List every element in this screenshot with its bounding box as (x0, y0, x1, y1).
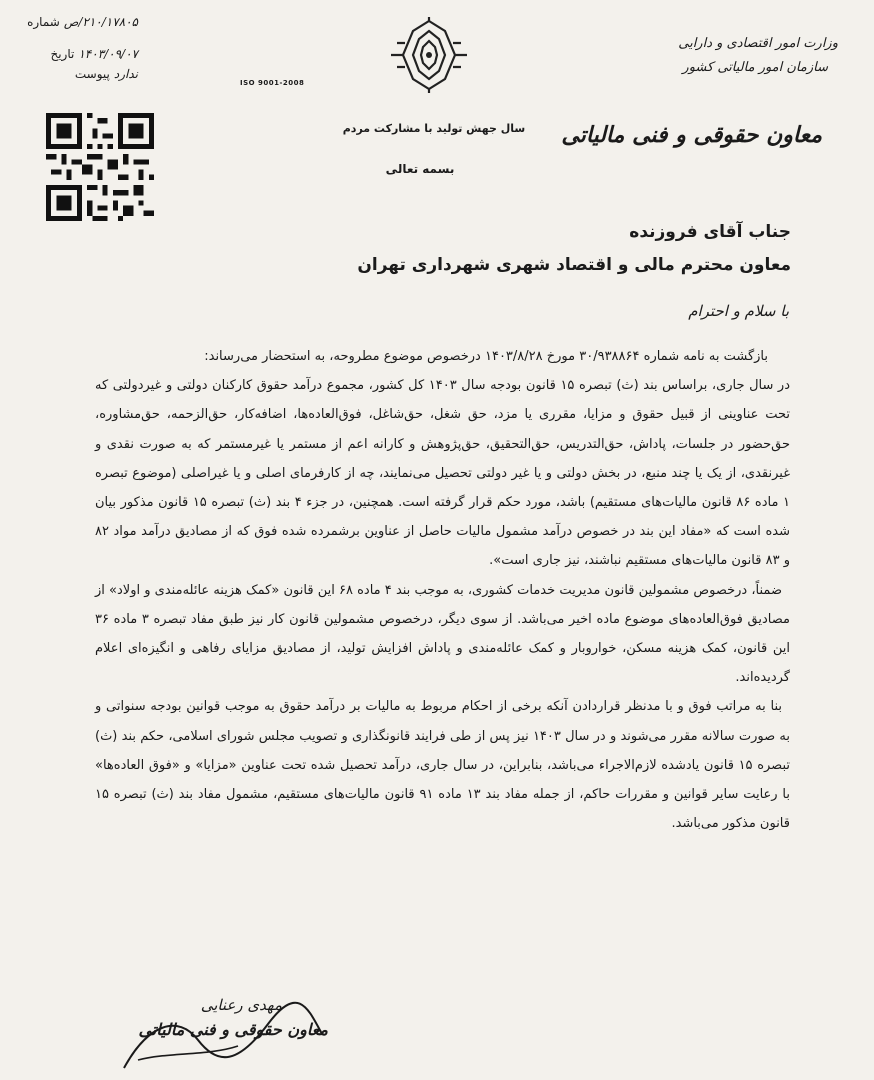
signer-name: مهدی رعنایی (200, 996, 282, 1014)
body-paragraph-conclusion: بنا به مراتب فوق و با مدنظر قراردادن آنکه برخی از احکام مربوط به مالیات بر درآمد حقوق به موجب قوانین بودجه سنواتی و به صورت سالانه مقرر می‌شوند و در سال ۱۴۰۳ نیز پس از طی فرایند قانونگذاری و تصویب مجلس شورای اسلامی، حکم بند (ث) تبصره ۱۵ قانون یادشده لازم‌الاجراء می‌باشد، بنابراین، در سال جاری، درآمد تحصیل شده تحت عناوین «مزایا» و «فوق العاده‌ها» با رعایت سایر قوانین و مقررات حاکم، از جمله مفاد بند ۱۳ ماده ۹۱ قانون مالیات‌های مستقیم، مشمول مفاد بند (ث) تبصره ۱۵ قانون مذکور می‌باشد. (95, 699, 791, 832)
deputy-title-heading: معاون حقوقی و فنی مالیاتی (561, 122, 822, 148)
tax-organization-logo (383, 17, 475, 93)
letter-meta (18, 12, 138, 84)
signature-block (118, 994, 328, 1078)
signer-title: معاون حقوقی و فنی مالیاتی (138, 1020, 328, 1039)
organization-name: سازمان امور مالیاتی کشور (682, 60, 828, 75)
ministry-name: وزارت امور اقتصادی و دارایی (678, 36, 838, 51)
attachment-label: پیوست (74, 67, 110, 81)
recipient-block (357, 216, 791, 282)
letter-date: ۱۴۰۳/۰۹/۰۷ (78, 47, 138, 61)
attachment-row (18, 64, 138, 84)
date-label: تاریخ (50, 47, 75, 61)
qr-code (46, 113, 154, 221)
attachment-value: ندارد (113, 67, 138, 81)
letter-number-row (18, 12, 138, 32)
iso-label: ISO 9001-2008 (240, 79, 305, 87)
ministry-header (668, 32, 838, 80)
letter-number: ۲۱۰/۱۷۸۰۵/ص (63, 15, 138, 29)
letter-number-label: شماره (27, 15, 60, 29)
date-row (18, 44, 138, 64)
basmala: بسمه تعالی (385, 162, 455, 176)
recipient-name: جناب آقای فروزنده (629, 222, 791, 242)
recipient-position: معاون محترم مالی و اقتصاد شهری شهرداری تهران (357, 255, 791, 275)
body-paragraph-reference: بازگشت به نامه شماره ۳۰/۹۳۸۸۶۴ مورخ ۱۴۰۳/۸/۲۸ درخصوص موضوع مطروحه، به استحضار می‌رساند: (204, 349, 768, 364)
year-slogan: سال جهش تولید با مشارکت مردم (342, 122, 526, 135)
body-paragraph-budget-law: در سال جاری، براساس بند (ث) تبصره ۱۵ قانون بودجه سال ۱۴۰۳ کل کشور، مجموع درآمد حقوق کارکنان دولتی و غیردولتی که تحت عناوینی از قبیل حقوق و مزایا، مقرری یا مزد، حق شغل، حق‌شاغل، فوق‌العاده‌ها، اضافه‌کار، حق‌الزحمه، حق‌مشاوره، حق‌حضور در جلسات، پاداش، حق‌التدریس، حق‌التحقیق، حق‌پژوهش و کارانه اعم از مستمر یا غیرمستمر که به صورت نقدی و غیرنقدی، از یک یا چند منبع، در بخش دولتی و یا غیر دولتی تحصیل می‌نمایند، چه از کارفرمای اصلی و یا غیراصلی (موضوع تبصره ۱ ماده ۸۶ قانون مالیات‌های مستقیم) باشد، مورد حکم قرار گرفته است. همچنین، در جزء ۴ بند (ث) تبصره ۱۵ قانون مذکور بیان شده است که «مفاد این بند در خصوص درآمد مشمول مالیات حاصل از عناوین برشمرده شده فوق که از مصادیق درآمد مواد ۸۲ و ۸۳ قانون مالیات‌های مستقیم نباشند، نیز جاری است». (95, 378, 791, 569)
letter-body (95, 342, 790, 838)
body-paragraph-civil-service: ضمناً، درخصوص مشمولین قانون مدیریت خدمات کشوری، به موجب بند ۴ ماده ۶۸ این قانون «کمک هزینه عائله‌مندی و اولاد» از مصادیق فوق‌العاده‌های موضوع ماده اخیر می‌باشد. از سوی دیگر، درخصوص مشمولین قانون کار نیز طبق مفاد تبصره ۳ ماده ۳۶ این قانون، کمک هزینه مسکن، خواروبار و کمک عائله‌مندی و پاداش افزایش تولید، از مصادیق مزایای رفاهی و انگیزه‌ای اعلام گردیده‌اند. (95, 582, 791, 686)
greeting: با سلام و احترام (688, 302, 789, 320)
